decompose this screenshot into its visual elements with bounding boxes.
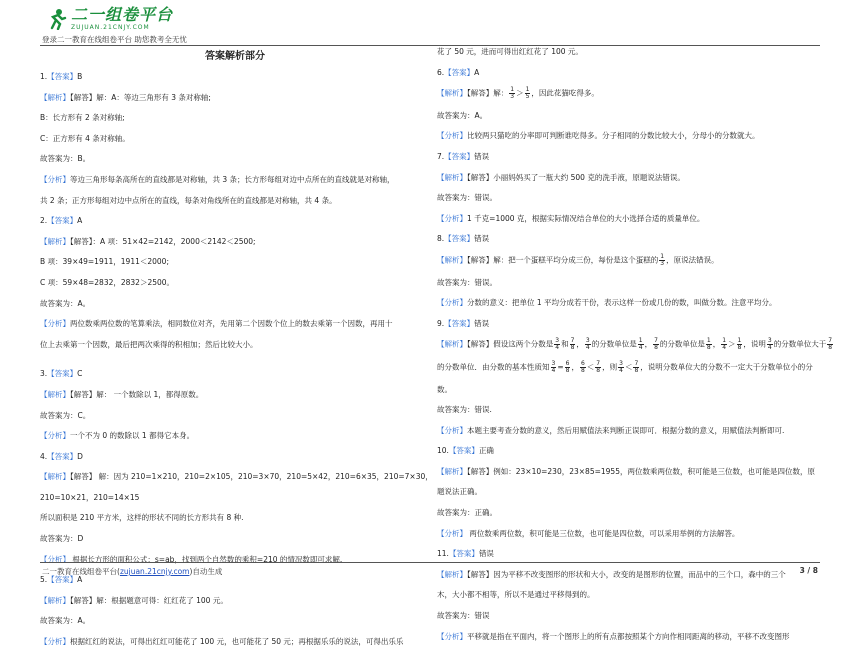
text-line: 所以面积是 210 平方米，这样的形状不同的长方形共有 8 种.	[40, 513, 244, 523]
question-7-analysis: 【分析】1 千克=1000 克，根据实际情况结合单位的大小选择合适的质量单位。	[437, 213, 705, 223]
fraction: $\frac{1}{5}$	[525, 86, 530, 101]
text-line: 5.【答案】A	[40, 575, 83, 585]
text-line: 故答案为：错误.	[437, 405, 492, 415]
text-line: 【解析】【解答】 解：因为 210=1×210，210=2×105，210=3×70，210=5×42，210=6×35，210=7×30，	[40, 472, 433, 482]
site-logo[interactable]	[46, 6, 173, 31]
text-line: 3.【答案】C	[40, 369, 83, 379]
text-line: 【分析】两位数乘两位数的笔算乘法，相同数位对齐，先用第二个因数个位上的数去乘第一个因数，再用十	[40, 319, 393, 329]
text-line: 木，大小都不相等，所以不是通过平移得到的。	[437, 590, 595, 600]
text-line: 故答案为：错误。	[437, 193, 497, 203]
text-line: 4.【答案】D	[40, 451, 83, 461]
text-line: B 项：39×49=1911，1911＜2000;	[40, 257, 169, 267]
question-9-answer: 9.【答案】错误	[437, 318, 490, 328]
question-10-analysis: 【分析】 两位数乘两位数，积可能是三位数，也可能是四位数，可以采用举例的方法解答。	[437, 528, 740, 538]
header-slogan: 登录二一教育在线组卷平台 助您教考全无忧	[42, 35, 187, 44]
text-line: 【分析】一个不为 0 的数除以 1 都得它本身。	[40, 431, 195, 441]
text-line: 故答案为：错误	[437, 611, 490, 621]
question-8-explanation: 【解析】【解答】解：把一个蛋糕平均分成三份，每份是这个蛋糕的 $\frac{1}{3}$ ，原说法错误。	[437, 252, 719, 267]
text-line: 故答案为：C。	[40, 410, 91, 420]
question-11-answer: 11.【答案】错误	[437, 549, 494, 559]
text-line: 故答案为：A。	[437, 110, 488, 120]
text-line: 【解析】【解答】解：根据题意可得：红红花了 100 元。	[40, 595, 228, 605]
page-title: 答案解析部分	[205, 51, 265, 62]
question-8-answer: 8.【答案】错误	[437, 234, 490, 244]
fraction: $\frac{1}{3}$	[510, 86, 515, 101]
runner-logo-icon	[46, 8, 68, 30]
question-6-analysis: 【分析】比较两只猫吃的分率即可判断谁吃得多。分子相同的分数比较大小，分母小的分数就大。	[437, 131, 760, 141]
text-line: 共 2 条；正方形每组对边中点所在的直线，每条对角线所在的直线都是对称轴，共 4 条。	[40, 195, 337, 205]
question-8-analysis: 【分析】分数的意义：把单位 1 平均分成若干份，表示这样一份或几份的数，叫做分数。注意平均分。	[437, 298, 777, 308]
text-line: 题说法正确。	[437, 487, 482, 497]
question-10-explanation: 【解析】【解答】例如：23×10=230，23×85=1955，两位数乘两位数，积可能是三位数，也可能是四位数，原	[437, 466, 815, 476]
text-line: 故答案为：A。	[40, 616, 91, 626]
text-line: 【解析】【解答】解：A：等边三角形有 3 条对称轴;	[40, 92, 211, 102]
right-column	[437, 46, 833, 651]
text-line: 位上去乘第一个因数，最后把两次乘得的积相加；然后比较大小。	[40, 339, 258, 349]
text-line: B：长方形有 2 条对称轴;	[40, 113, 125, 123]
text-line: 花了 50 元，进而可得出红红花了 100 元。	[437, 47, 583, 56]
text-line: 故答案为：错误。	[437, 277, 497, 287]
text-line: 【分析】 根据长方形的面积公式：s=ab，找到两个自然数的乘积=210 的情况数即可求解.	[40, 554, 343, 564]
footer-source: 二一教育在线组卷平台(zujuan.21cnjy.com)自动生成	[42, 567, 223, 576]
text-line: 数。	[437, 384, 452, 394]
logo-title: 二一组卷平台	[71, 5, 174, 24]
text-line: 210=10×21，210=14×15	[40, 492, 140, 502]
text-line: 故答案为：A。	[40, 298, 91, 308]
text-line: 的分数单位．由分数的基本性质知 $\frac{3}{4}$ = $\frac{6}{8}$ ， $\frac{6}{8}$ ＜ $\frac{7}{8}$ ，则 $\frac{3}{4}$ ＜ $\frac{7}{8}$ ，说明分数单位大的分数不一定大于分数单位小的分	[437, 359, 813, 374]
logo-subtitle: ZUJUAN.21CNJY.COM	[71, 24, 150, 31]
footer-link[interactable]: zujuan.21cnjy.com	[119, 567, 190, 576]
question-9-analysis: 【分析】本题主要考查分数的意义，然后用赋值法来判断正误即可．根据分数的意义，用赋值法判断即可.	[437, 425, 785, 435]
question-6-answer: 6.【答案】A	[437, 67, 480, 77]
text-line: 故答案为：B。	[40, 154, 91, 164]
text-line: C 项：59×48=2832，2832＞2500。	[40, 277, 175, 287]
question-10-answer: 10.【答案】正确	[437, 446, 494, 456]
spacer	[40, 359, 430, 368]
text-line: 故答案为：D	[40, 534, 84, 544]
question-7-answer: 7.【答案】错误	[437, 151, 490, 161]
text-line: 【解析】【解答】：A 项：51×42=2142，2000＜2142＜2500;	[40, 236, 256, 246]
text-line: 【分析】等边三角形每条高所在的直线都是对称轴，共 3 条；长方形每组对边中点所在的直线就是对称轴，	[40, 174, 395, 184]
question-11-analysis: 【分析】平移就是指在平面内，将一个图形上的所有点都按照某个方向作相同距离的移动，平移不改变图形	[437, 631, 790, 641]
text-line: 【分析】根据红红的说法，可得出红红可能花了 100 元，也可能花了 50 元；再根据乐乐的说法，可得出乐乐	[40, 637, 404, 647]
footer-divider	[40, 562, 820, 563]
page-number: 3 / 8	[799, 566, 818, 575]
text-line: 1.【答案】B	[40, 72, 83, 81]
question-7-explanation: 【解析】【解答】小丽妈妈买了一瓶大约 500 克的洗手液，原题说法错误。	[437, 172, 685, 182]
fraction: $\frac{1}{3}$	[660, 252, 665, 267]
text-line: 2.【答案】A	[40, 216, 83, 226]
text-line: C：正方形有 4 条对称轴。	[40, 133, 130, 143]
question-9-explanation: 【解析】【解答】假设这两个分数是 $\frac{3}{4}$ 和 $\frac{7}{8}$ ， $\frac{3}{4}$ 的分数单位是 $\frac{1}{4}$ ， $\frac{7}{8}$ 的分数单位是 $\frac{1}{8}$ ， $\frac{1}{4}$ ＞ $\frac{1}{8}$ ，说明 $\frac{3}{4}$ 的分数单位大于 $\frac{7}{8}$	[437, 337, 833, 352]
text-line: 【解析】【解答】解： 一个数除以 1，都得原数。	[40, 389, 204, 399]
left-content	[40, 71, 433, 647]
question-11-explanation: 【解析】【解答】因为平移不改变图形的形状和大小，改变的是图形的位置，而品中的三个口，森中的三个	[437, 569, 786, 579]
text-line: 故答案为：正确。	[437, 508, 497, 518]
question-6-explanation: 【解析】【解答】解： $\frac{1}{3}$ ＞ $\frac{1}{5}$ ，因此花猫吃得多。	[437, 86, 599, 101]
